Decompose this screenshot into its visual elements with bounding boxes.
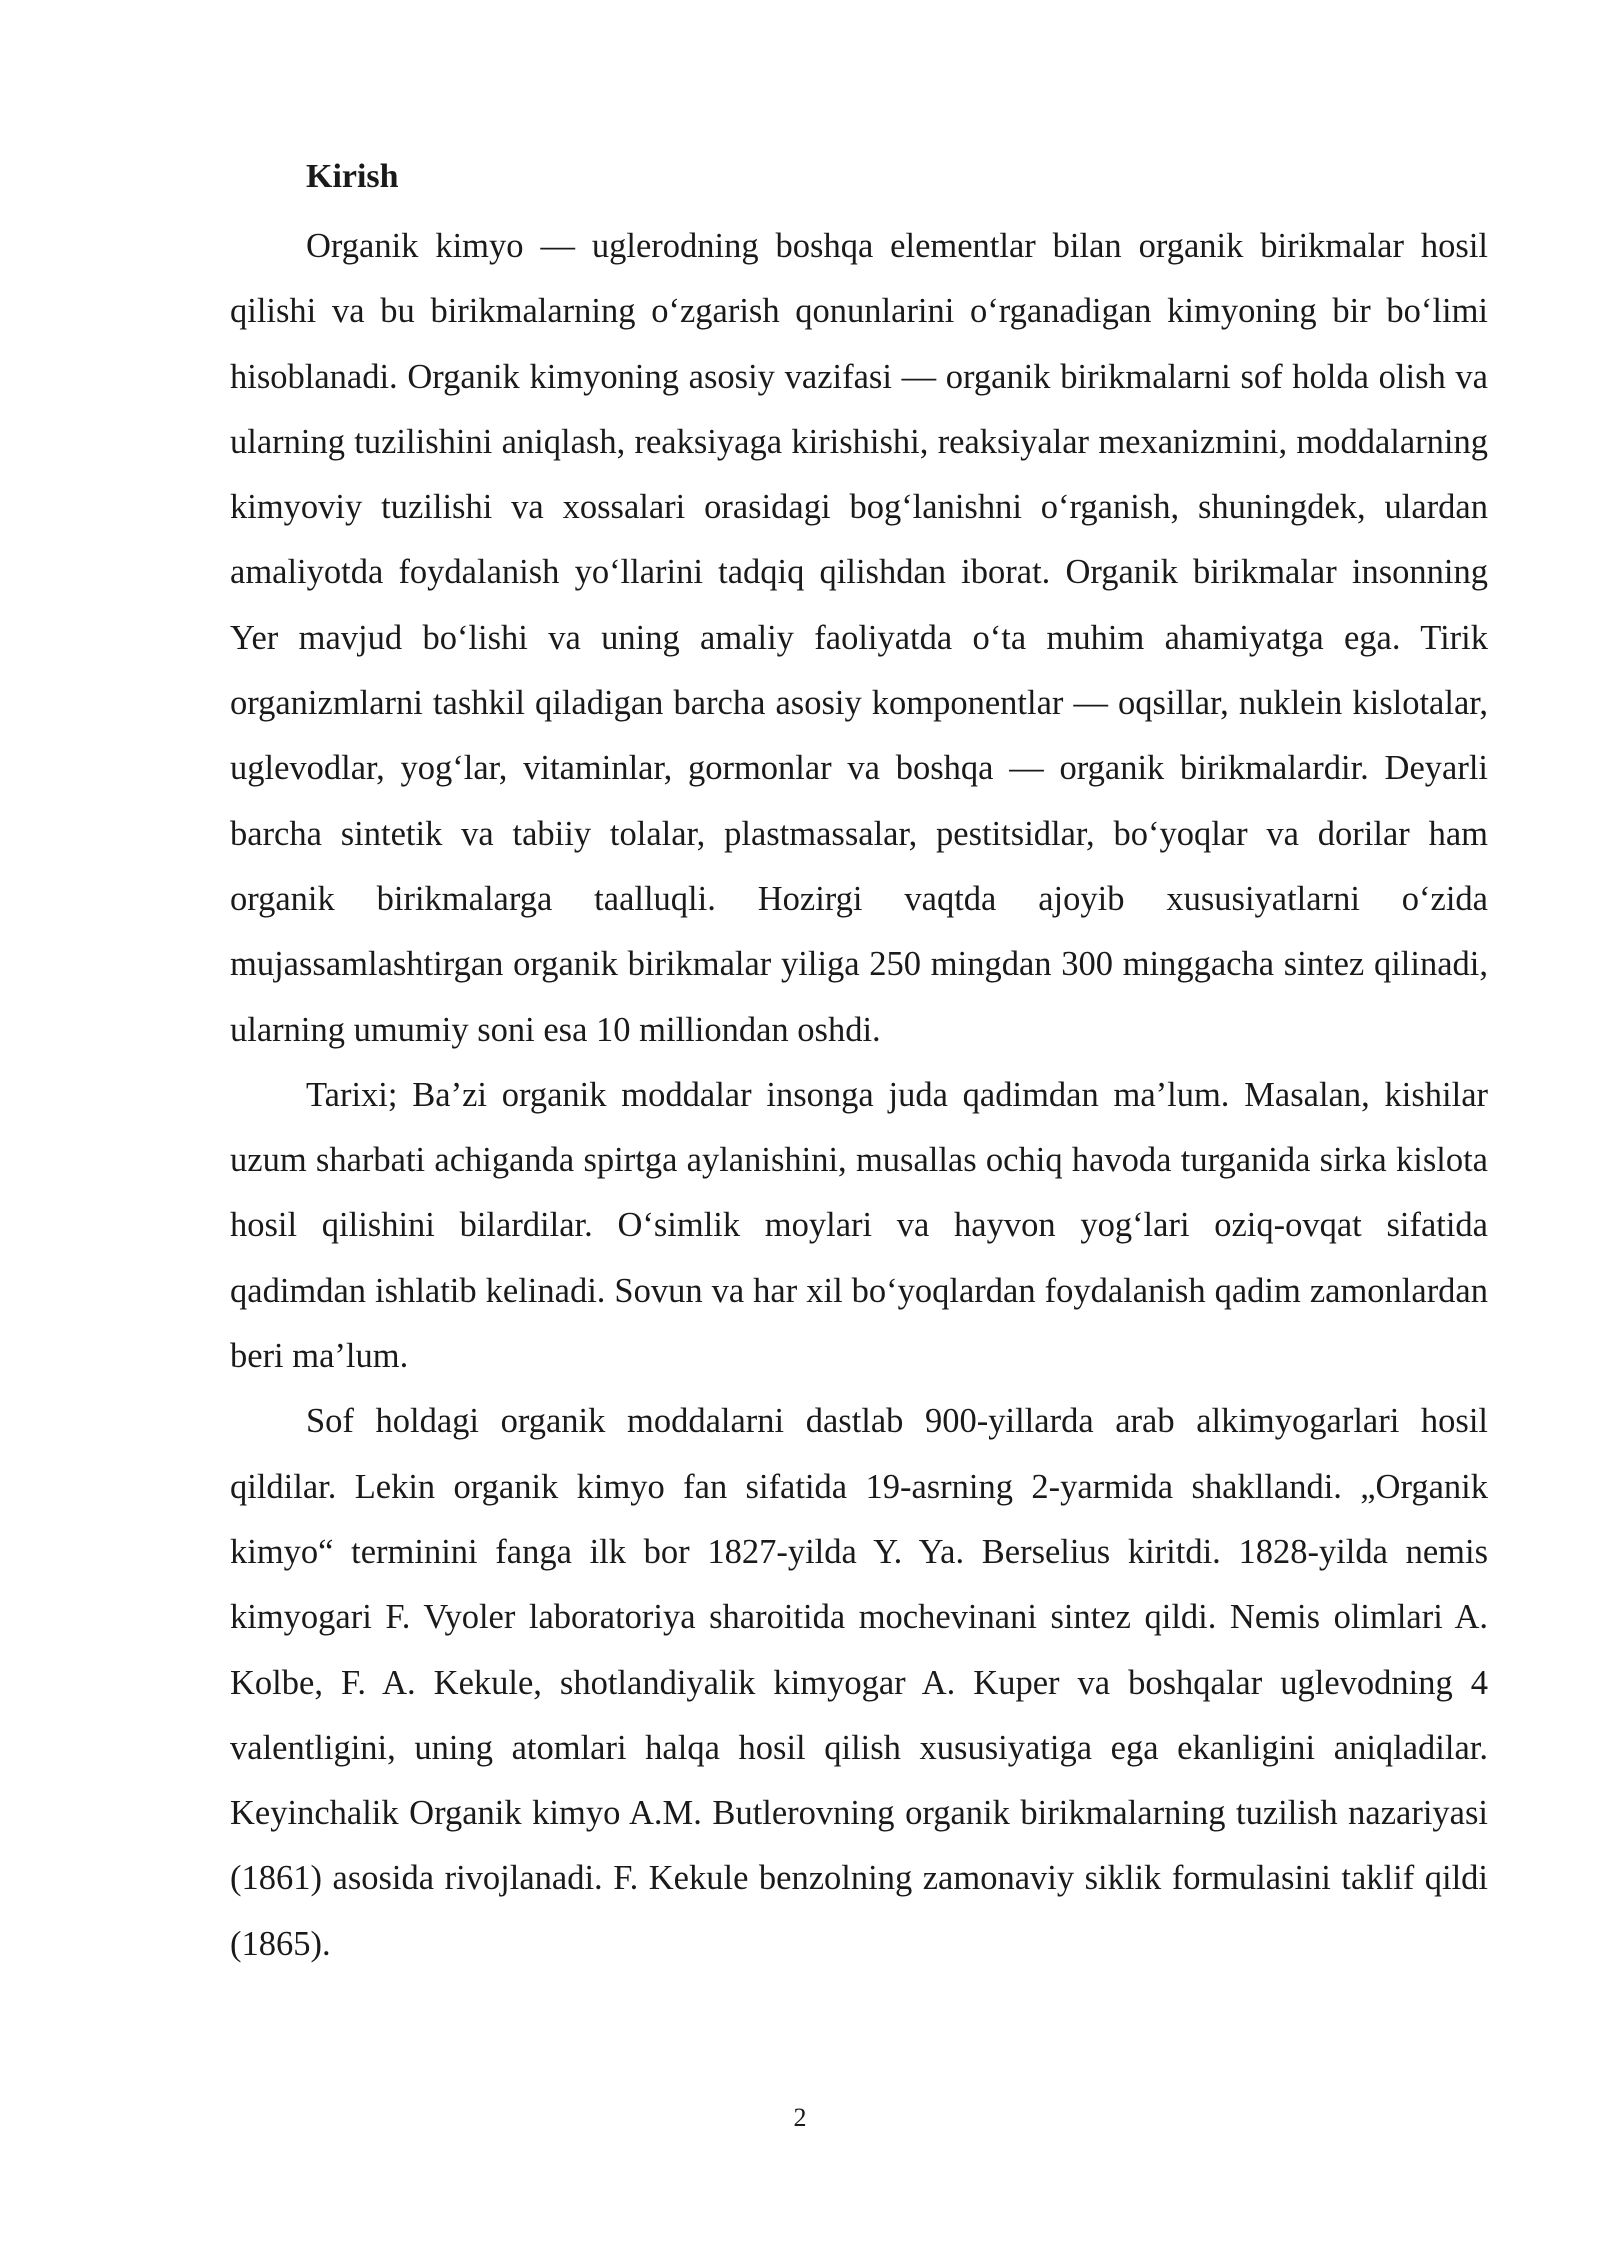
section-heading: Kirish bbox=[306, 158, 399, 195]
page-number: 2 bbox=[793, 2103, 807, 2132]
paragraph-development: Sof holdagi organik moddalarni dastlab 900-yillarda arab alkimyogarlari hosil qildilar. Lekin organik kimyo fan sifatida 19-asrning 2-yarmida shakllandi. „Organik kimyo“ terminini fanga ilk bor 1827-yilda Y. Ya. Berselius kiritdi. 1828-yilda nemis kimyogari F. Vyoler laboratoriya sharoitida mochevinani sintez qildi. Nemis olimlari A. Kolbe, F. A. Kekule, shotlandiyalik kimyogar A. Kuper va boshqalar uglevodning 4 valentligini, uning atomlari halqa hosil qilish xususiyatiga ega ekanligini aniqladilar. Keyinchalik Organik kimyo A.M. Butlerovning organik birikmalarning tuzilish nazariyasi (1861) asosida rivojlanadi. F. Kekule benzolning zamonaviy siklik formulasini taklif qildi (1865). bbox=[230, 1402, 1488, 1963]
paragraph-intro: Organik kimyo — uglerodning boshqa elementlar bilan organik birikmalar hosil qilishi va bu birikmalarning oʻzgarish qonunlarini oʻrganadigan kimyoning bir boʻlimi hisoblanadi. Organik kimyoning asosiy vazifasi — organik birikmalarni sof holda olish va ularning tuzilishini aniqlash, reaksiyaga kirishishi, reaksiyalar mexanizmini, moddalarning kimyoviy tuzilishi va xossalari orasidagi bogʻlanishni oʻrganish, shuningdek, ulardan amaliyotda foydalanish yoʻllarini tadqiq qilishdan iborat. Organik birikmalar insonning Yer mavjud boʻlishi va uning amaliy faoliyatda oʻta muhim ahamiyatga ega. Tirik organizmlarni tashkil qiladigan barcha asosiy komponentlar — oqsillar, nuklein kislotalar, uglevodlar, yogʻlar, vitaminlar, gormonlar va boshqa — organik birikmalardir. Deyarli barcha sintetik va tabiiy tolalar, plastmassalar, pestitsidlar, boʻyoqlar va dorilar ham organik birikmalarga taalluqli. Hozirgi vaqtda ajoyib xususiyatlarni oʻzida mujassamlashtirgan organik birikmalar yiliga 250 mingdan 300 minggacha sintez qilinadi, ularning umumiy soni esa 10 milliondan oshdi. bbox=[230, 227, 1488, 1049]
document-page bbox=[230, 150, 1488, 1977]
paragraph-history: Tarixi; Ba’zi organik moddalar insonga juda qadimdan ma’lum. Masalan, kishilar uzum sharbati achiganda spirtga aylanishini, musallas ochiq havoda turganida sirka kislota hosil qilishini bilardilar. Oʻsimlik moylari va hayvon yogʻlari oziq-ovqat sifatida qadimdan ishlatib kelinadi. Sovun va har xil boʻyoqlardan foydalanish qadim zamonlardan beri ma’lum. bbox=[230, 1075, 1488, 1376]
